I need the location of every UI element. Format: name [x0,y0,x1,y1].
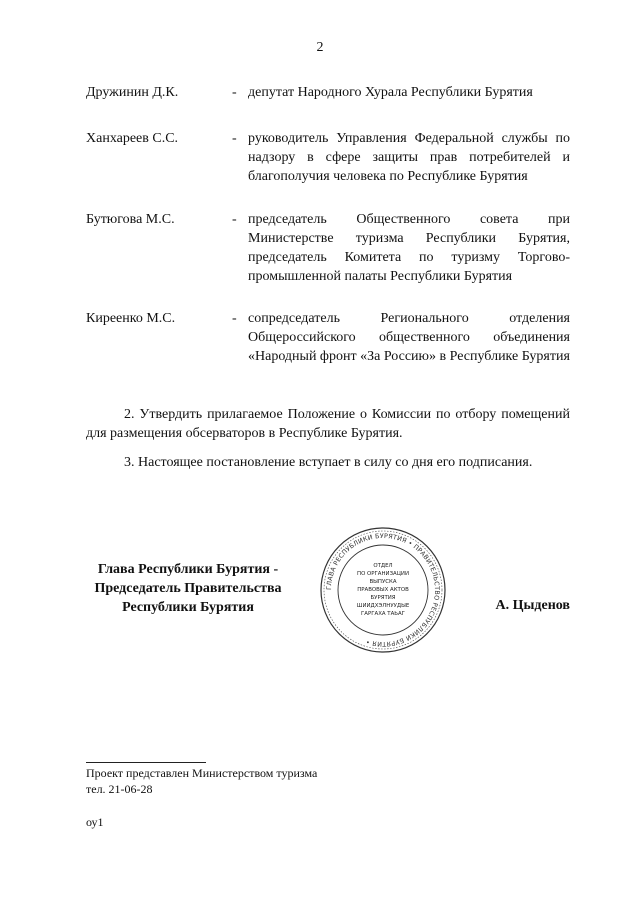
member-row [86,309,570,366]
seal-text-line: БУРЯТИЯ [370,595,396,601]
seal-text-line: ПРАВОВЫХ АКТОВ [357,587,409,593]
member-role: сопредседатель Регионального отделения Общероссийского общественного объединения «Народный фронт «За Россию» в Республике Бурятия [248,311,570,364]
seal-text-line: ГАРГАХА ТАЬАГ [361,611,405,617]
member-name: Бутюгова М.С. [86,212,175,227]
footnote-line: тел. 21-06-28 [86,782,153,796]
signatory-title-line: Председатель Правительства [94,581,282,596]
signatory-title-line: Республики Бурятия [122,600,254,615]
member-dash: - [232,311,237,326]
member-name: Киреенко М.С. [86,311,176,326]
seal-text-line: ОТДЕЛ [373,563,393,569]
member-dash: - [232,131,237,146]
member-row [86,129,570,186]
member-name: Дружинин Д.К. [86,85,179,100]
member-dash: - [232,212,237,227]
member-dash: - [232,85,237,100]
official-seal-stamp [318,525,448,655]
member-row [86,210,570,286]
signatory-title-line: Глава Республики Бурятия - [97,562,279,577]
seal-ring-text: ГЛАВА РЕСПУБЛИКИ БУРЯТИЯ • ПРАВИТЕЛЬСТВО РЕСПУБЛИКИ БУРЯТИЯ • [324,531,442,649]
member-row [86,83,570,102]
footnote [86,765,317,797]
page-number: 2 [316,40,324,55]
signatory-name: А. Цыденов [495,598,570,613]
seal-text-line: ВЫПУСКА [369,579,397,585]
signatory-title [84,560,292,617]
member-role: депутат Народного Хурала Республики Бурятия [248,85,533,100]
seal-text-line: ПО ОРГАНИЗАЦИИ [357,571,409,577]
document-reference: оу1 [86,815,104,829]
paragraph-2: 2. Утвердить прилагаемое Положение о Комиссии по отбору помещений для размещения обсерваторов в Республике Бурятия. [86,407,570,441]
seal-text-line: ШИИДХЭЛНУУДЫЕ [356,603,410,609]
paragraph-3: 3. Настоящее постановление вступает в силу со дня его подписания. [124,455,533,470]
member-name: Ханхареев С.С. [86,131,179,146]
member-role: председатель Общественного совета при Министерстве туризма Республики Бурятия, председатель Комитета по туризму Торгово-промышленной палаты Республики Бурятия [248,212,570,284]
member-role: руководитель Управления Федеральной службы по надзору в сфере защиты прав потребителей и благополучия человека по Республике Бурятия [248,131,570,184]
footnote-divider [86,762,206,763]
footnote-line: Проект представлен Министерством туризма [86,766,318,780]
